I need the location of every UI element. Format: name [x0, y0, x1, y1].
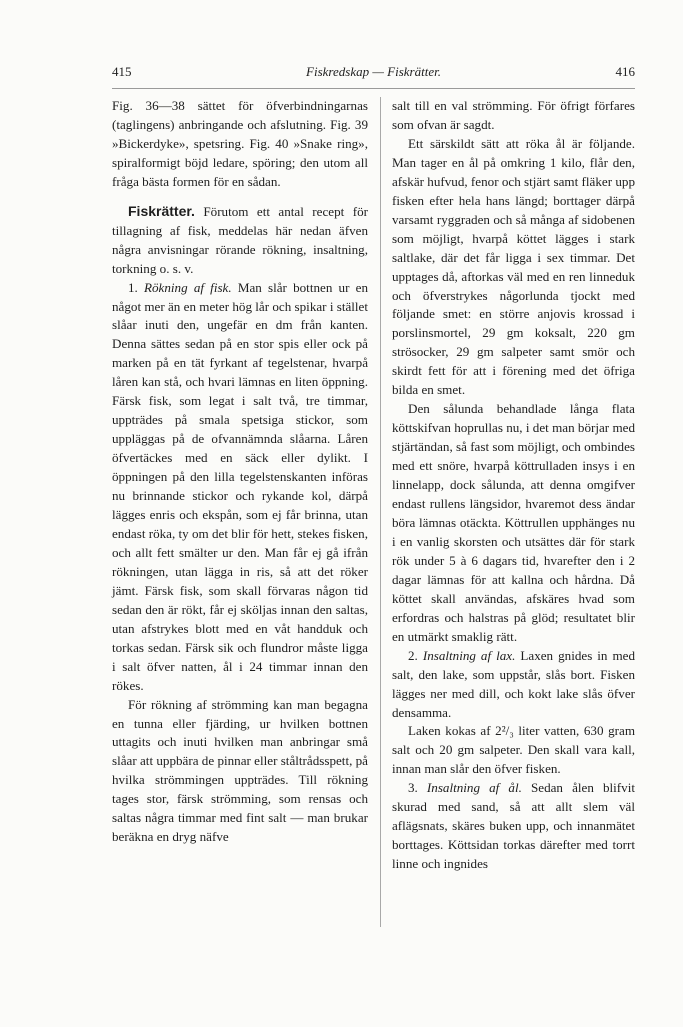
- recipe-2-title: Insaltning af lax.: [422, 647, 516, 663]
- column-divider: [380, 97, 381, 927]
- eel-smoking-paragraph: Ett särskildt sätt att röka ål är följande. Man tager en ål på omkring 1 kilo, flår den, afskär hufvud, fenor och stjärt samt fläker upp fisken efter hela hans längd; borttager därpå varsamt ryggraden och så många af sidobenen som möjligt, hvarpå köttet lägges i stark saltlake, där det får ligga i sex timmar. Det upptages då, aftorkas väl med en ren linneduk och öfverstrykes någorlunda tjockt med följande smet: en större anjovis krossad i porslinsmortel, 29 gm koksalt, 220 gm strösocker, 29 gm salpeter samt smör och skirdt fett för att i förening med det öfriga bilda en smet.: [392, 135, 635, 398]
- recipe-2-text: Laxen gnides in med salt, den lake, som uppstår, slås bort. Fisken lägges ner med dill, och kokt lake slås öfver densamma.: [392, 647, 636, 720]
- roll-paragraph: Den sålunda behandlade långa flata köttskifvan hoprullas nu, i det man börjar med stjärtändan, så fast som möjligt, och ombindes med ett snöre, hvarpå köttrulladen insys i en linnelapp, dock sålunda, att denna omgifver endast rullens längsidor, hvaremot dess ändar böra lämnas otäckta. Köttrullen upphänges nu i en vanlig skorsten och utsättes där för stark rök under 5 à 6 dagars tid, hvarefter den i 2 dagar lämnas för att kallna och hårdna. Då köttet skall användas, afskäres hvad som erfordras och halstras på glöd; resultatet blir en utmärkt smaklig rätt.: [392, 401, 635, 644]
- recipe-1-number: 1.: [128, 279, 144, 295]
- page-number-left: 415: [112, 64, 132, 79]
- brine-paragraph: Laken kokas af 2²/₃ liter vatten, 630 gram salt och 20 gm salpeter. Den skall vara kall, innan man slår den öfver fisken.: [392, 723, 635, 777]
- recipe-1-text: Man slår bottnen ur en något mer än en meter hög lår och spikar i stället slåar inuti den, ungefär en dm från kanten. Denna sättes sedan på en stor spis eller ock på marken på en tät fyrkant af tegelstenar, hvarpå låren kan stå, och hvari lämnas en liten öppning. Färsk fisk, som legat i salt två, tre timmar, uppträdes på smala spetsiga stickor, som uppläggas på de ofvannämnda slåarna. Låren öfvertäckes med en säck eller dylikt. I öppningen på den lilla tegelstenskanten införas nu brinnande stickor och rykande kol, därpå lägges enris och ekspån, som ej får brinna, utan endast röka, ty om det blir för hett, stekes fisken, och allt fett smälter ur den. Man får ej gå ifrån rökningen, utan lägga in ris, så att det röker jämt. Färsk fisk, som skall förvaras någon tid sedan den är rökt, får ej sköljas innan den saltas, utan afstrykes blott med en våt handduk och torkas sedan. Färsk sik och flundror måste ligga i salt öfver natten, ål i 24 timmar innan den rökes.: [112, 279, 368, 693]
- strömming-paragraph: För rökning af strömming kan man begagna en tunna eller fjärding, ur hvilken bottnen uttagits och inuti hvilken man anbringar små slåar att uppbära de pinnar eller ståltrådsspett, på hvilka strömmingen uppträdes. Till rökning tages stor, färsk strömming, som rensas och saltas några timmar med fint salt — man brukar beräkna en dryg näfve: [112, 696, 368, 845]
- section-intro-paragraph: [112, 202, 368, 279]
- section-intro-text: Förutom ett antal recept för tillagning af fisk, meddelas här nedan äfven några anvisningar rörande rökning, insaltning, torkning o. s. v.: [112, 203, 368, 276]
- page-number-right: 416: [615, 64, 635, 79]
- recipe-2-number: 2.: [408, 647, 423, 663]
- section-heading: Fiskrätter.: [128, 202, 195, 219]
- recipe-1-title: Rökning af fisk.: [144, 279, 232, 295]
- figure-caption-paragraph: Fig. 36—38 sättet för öfverbindningarnas (taglingens) anbringande och afslutning. Fig. 39 »Bickerdyke», spetsring. Fig. 40 »Snake ring», spiralformigt böjd ledare, spöring; den utom all fråga bästa formen för en sådan.: [112, 98, 368, 189]
- left-column: [112, 97, 368, 847]
- recipe-2-paragraph: [392, 647, 635, 723]
- recipe-3-text: Sedan ålen blifvit skurad med sand, så att allt slem väl aflägsnats, skäres buken upp, och innanmätet borttages. Köttsidan torkas därefter med torrt linne och ingnides: [392, 780, 635, 872]
- page-header: [112, 62, 635, 89]
- recipe-3-number: 3.: [408, 780, 427, 796]
- recipe-3-title: Insaltning af ål.: [426, 780, 522, 796]
- running-title: Fiskredskap — Fiskrätter.: [306, 64, 441, 79]
- recipe-1-paragraph: [112, 279, 368, 696]
- right-column: [392, 97, 635, 874]
- continued-paragraph: salt till en val strömming. För öfrigt förfares som ofvan är sagdt.: [392, 98, 635, 132]
- recipe-3-paragraph: [392, 779, 635, 874]
